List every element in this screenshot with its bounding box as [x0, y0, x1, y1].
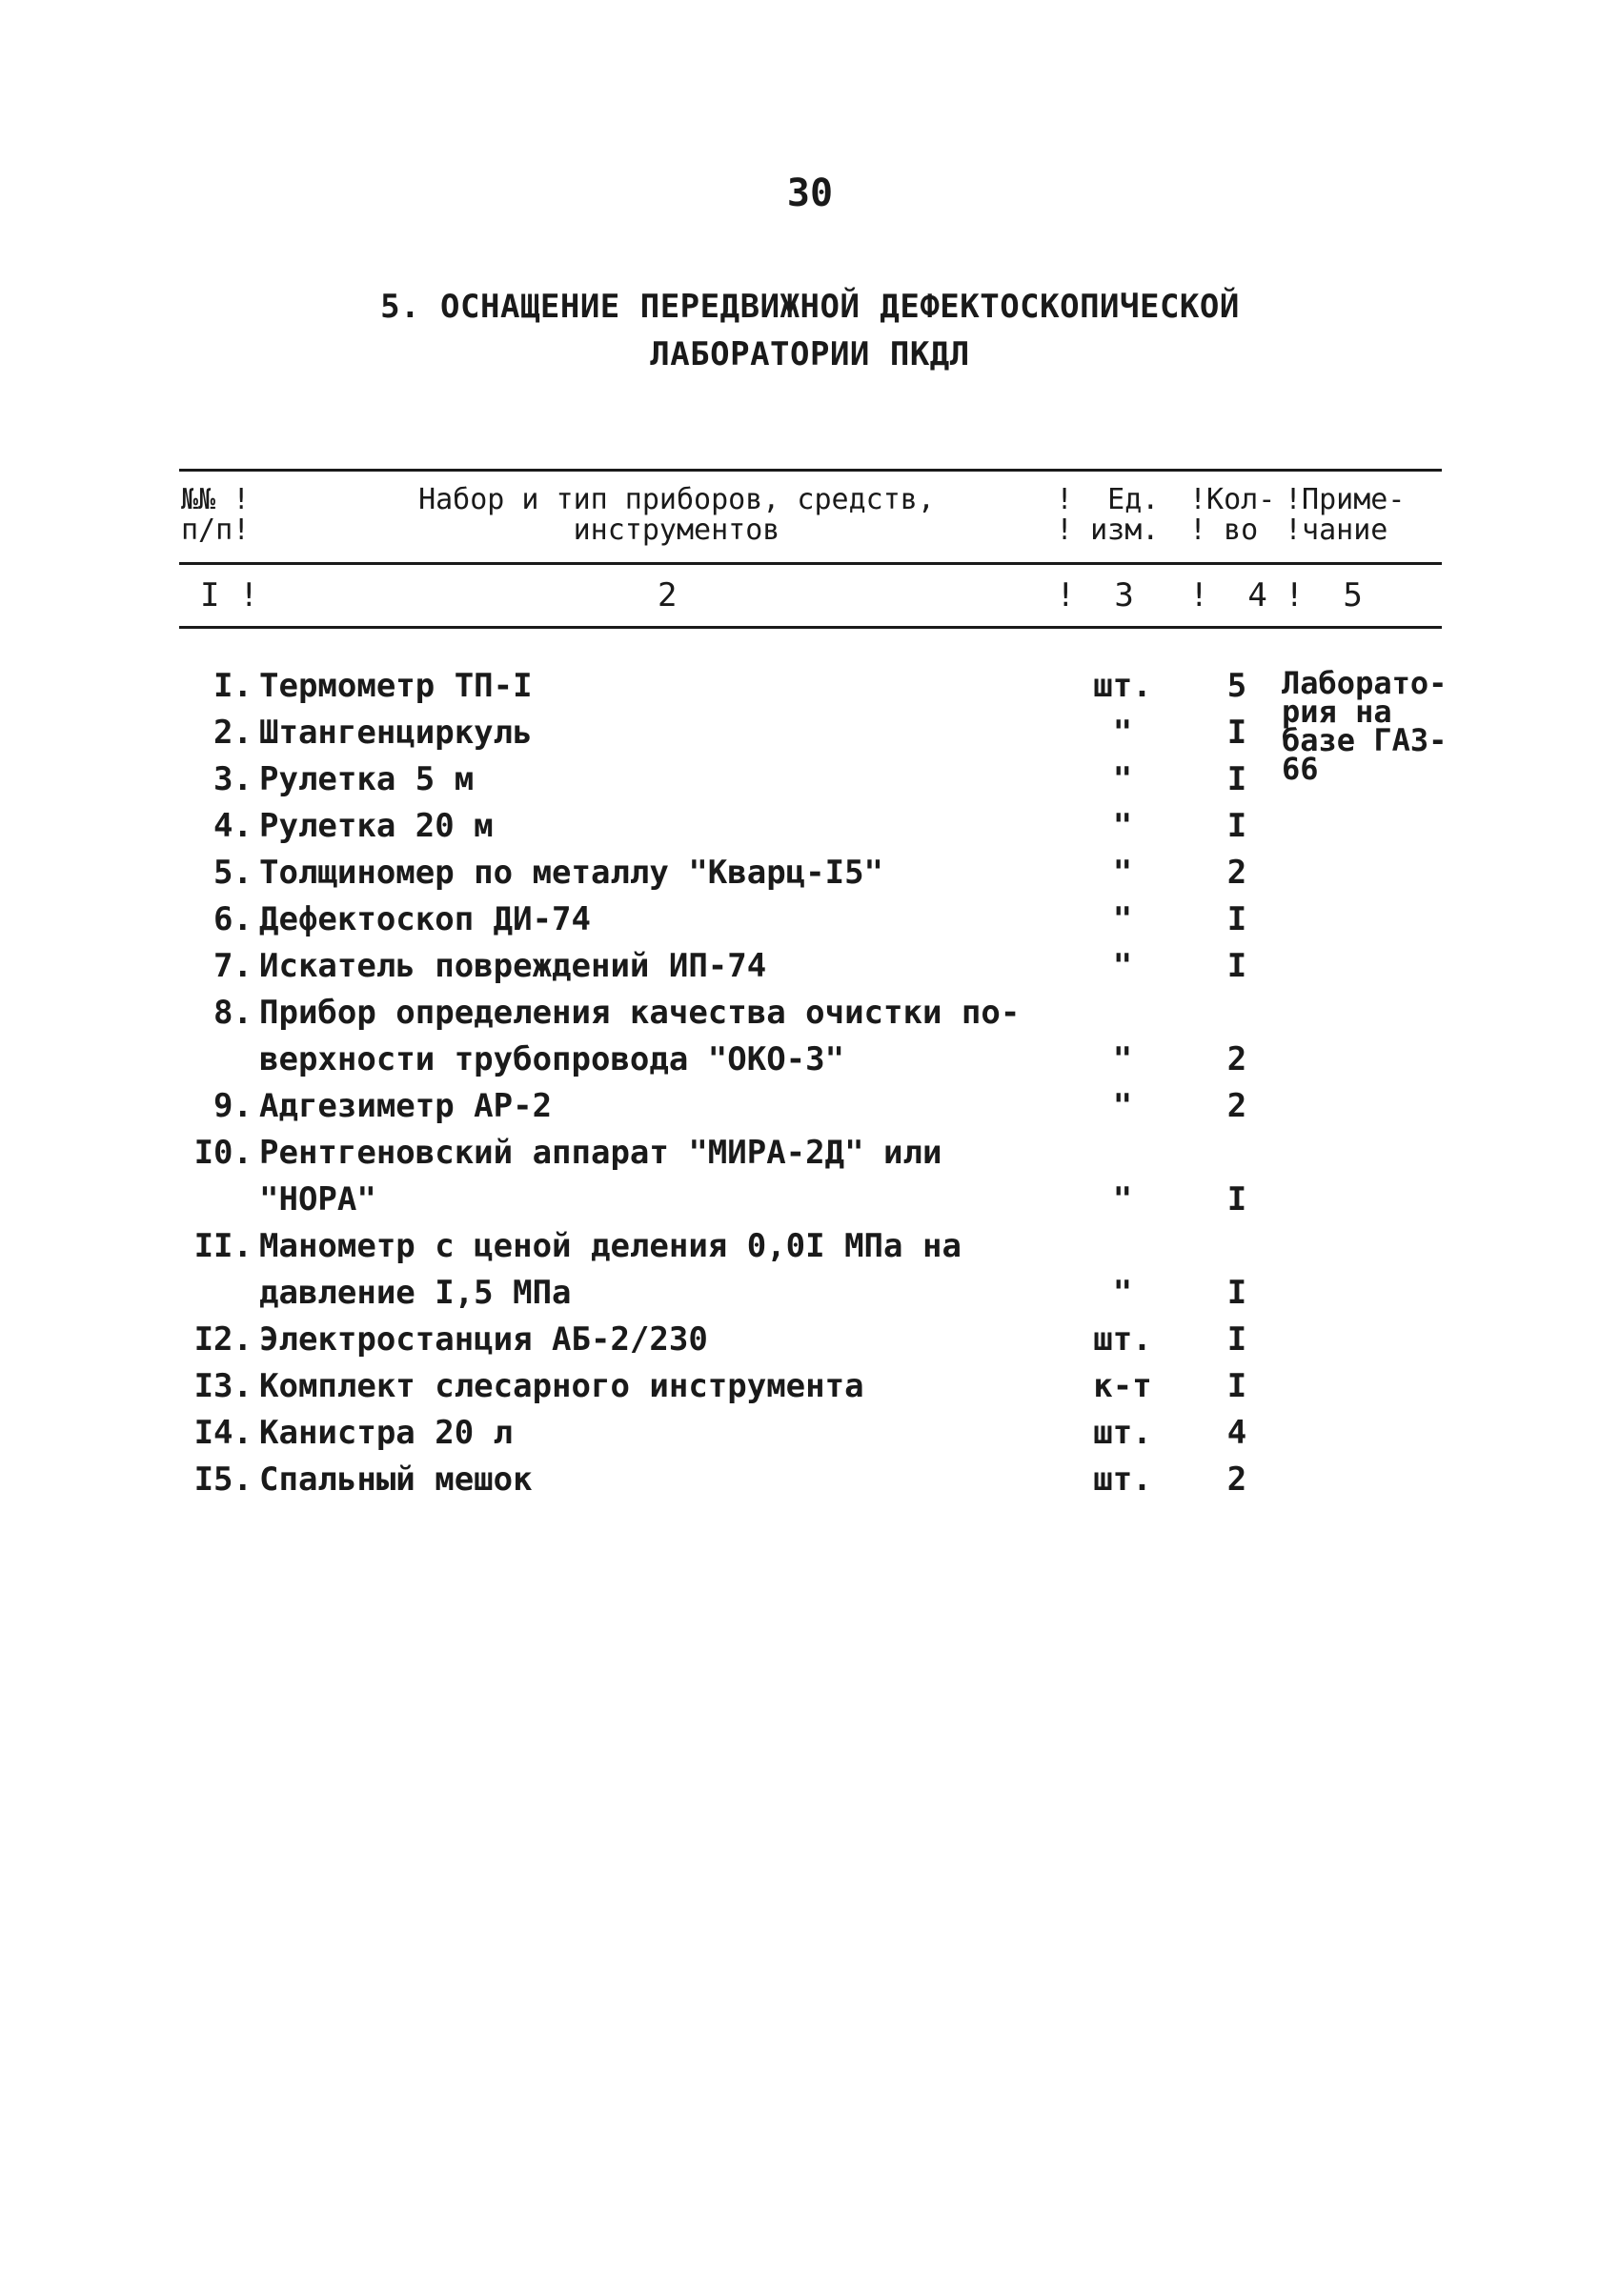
row-number: 2.: [213, 714, 253, 752]
col-number-2: 2: [658, 576, 678, 614]
row-qty: 4: [1226, 1414, 1247, 1452]
row-number: I2.: [193, 1320, 253, 1359]
row-unit: шт.: [1093, 1320, 1152, 1359]
row-name: Искатель повреждений ИП-74: [259, 947, 767, 985]
row-number: 9.: [213, 1087, 253, 1125]
header-name-line2: инструментов: [573, 514, 780, 547]
header-bottom-rule: [179, 562, 1442, 565]
row-name: Канистра 20 л: [259, 1414, 514, 1452]
table-top-rule: [179, 469, 1442, 472]
row-number: I4.: [193, 1414, 253, 1452]
row-name: верхности трубопровода "ОКО-3": [259, 1040, 845, 1078]
row-unit: ": [1112, 1087, 1133, 1125]
row-number: 7.: [213, 947, 253, 985]
row-name: "НОРА": [259, 1180, 376, 1218]
header-name-line1: Набор и тип приборов, средств,: [418, 483, 935, 516]
row-number: 6.: [213, 900, 253, 938]
row-number: I5.: [193, 1460, 253, 1499]
row-qty: 2: [1226, 1087, 1247, 1125]
row-number: 5.: [213, 854, 253, 892]
header-note-line2: !чание: [1285, 514, 1388, 547]
page-title-line2: ЛАБОРАТОРИИ ПКДЛ: [650, 335, 970, 373]
col-number-3: ! 3: [1056, 576, 1134, 614]
row-qty: I: [1226, 714, 1247, 752]
row-name: давление I,5 МПа: [259, 1274, 572, 1312]
col-number-4: ! 4: [1189, 576, 1267, 614]
row-qty: I: [1226, 947, 1247, 985]
row-qty: I: [1226, 807, 1247, 845]
row-unit: ": [1112, 1274, 1133, 1312]
row-number: I.: [213, 667, 253, 705]
header-note-line1: !Приме-: [1285, 483, 1406, 516]
row-qty: 2: [1226, 1040, 1247, 1078]
row-qty: I: [1226, 1320, 1247, 1359]
row-qty: I: [1226, 900, 1247, 938]
note-line: базе ГАЗ-: [1282, 722, 1448, 758]
header-unit-line1: ! Ед.: [1056, 483, 1160, 516]
row-name: Толщиномер по металлу "Кварц-I5": [259, 854, 884, 892]
row-qty: 2: [1226, 1460, 1247, 1499]
row-number: 8.: [213, 994, 253, 1032]
row-unit: к-т: [1093, 1367, 1152, 1405]
row-name: Рулетка 5 м: [259, 760, 475, 798]
row-qty: I: [1226, 760, 1247, 798]
page-number: 30: [786, 171, 834, 215]
row-name: Рентгеновский аппарат "МИРА-2Д" или: [259, 1134, 942, 1172]
row-unit: ": [1112, 1040, 1133, 1078]
row-qty: I: [1226, 1180, 1247, 1218]
header-num-line2: п/п!: [181, 514, 251, 547]
col-number-rule: [179, 626, 1442, 629]
row-name: Спальный мешок: [259, 1460, 533, 1499]
header-qty-line2: ! во: [1189, 514, 1259, 547]
row-unit: шт.: [1093, 667, 1152, 705]
row-name: Манометр с ценой деления 0,0I МПа на: [259, 1227, 962, 1265]
row-qty: I: [1226, 1274, 1247, 1312]
col-number-5: ! 5: [1285, 576, 1363, 614]
row-number: I0.: [193, 1134, 253, 1172]
row-qty: I: [1226, 1367, 1247, 1405]
header-num-line1: №№ !: [181, 483, 251, 516]
row-unit: ": [1112, 1180, 1133, 1218]
row-name: Комплект слесарного инструмента: [259, 1367, 864, 1405]
row-number: II.: [193, 1227, 253, 1265]
note-line: Лаборато-: [1282, 665, 1448, 701]
page-title-line1: 5. ОСНАЩЕНИЕ ПЕРЕДВИЖНОЙ ДЕФЕКТОСКОПИЧЕСКОЙ: [380, 288, 1240, 326]
row-name: Электростанция АБ-2/230: [259, 1320, 708, 1359]
row-number: I3.: [193, 1367, 253, 1405]
row-unit: ": [1112, 947, 1133, 985]
row-name: Прибор определения качества очистки по-: [259, 994, 1021, 1032]
row-unit: ": [1112, 714, 1133, 752]
header-qty-line1: !Кол-: [1189, 483, 1276, 516]
row-name: Адгезиметр АР-2: [259, 1087, 553, 1125]
row-qty: 5: [1226, 667, 1247, 705]
row-unit: шт.: [1093, 1460, 1152, 1499]
col-number-1: I !: [200, 576, 259, 614]
row-name: Штангенциркуль: [259, 714, 533, 752]
row-name: Рулетка 20 м: [259, 807, 494, 845]
row-number: 4.: [213, 807, 253, 845]
row-unit: ": [1112, 807, 1133, 845]
note-line: рия на: [1282, 694, 1392, 730]
row-number: 3.: [213, 760, 253, 798]
row-unit: ": [1112, 760, 1133, 798]
row-unit: ": [1112, 854, 1133, 892]
row-name: Дефектоскоп ДИ-74: [259, 900, 591, 938]
row-name: Термометр ТП-I: [259, 667, 533, 705]
row-unit: шт.: [1093, 1414, 1152, 1452]
header-unit-line2: ! изм.: [1056, 514, 1160, 547]
note-line: 66: [1282, 751, 1319, 787]
row-qty: 2: [1226, 854, 1247, 892]
row-unit: ": [1112, 900, 1133, 938]
